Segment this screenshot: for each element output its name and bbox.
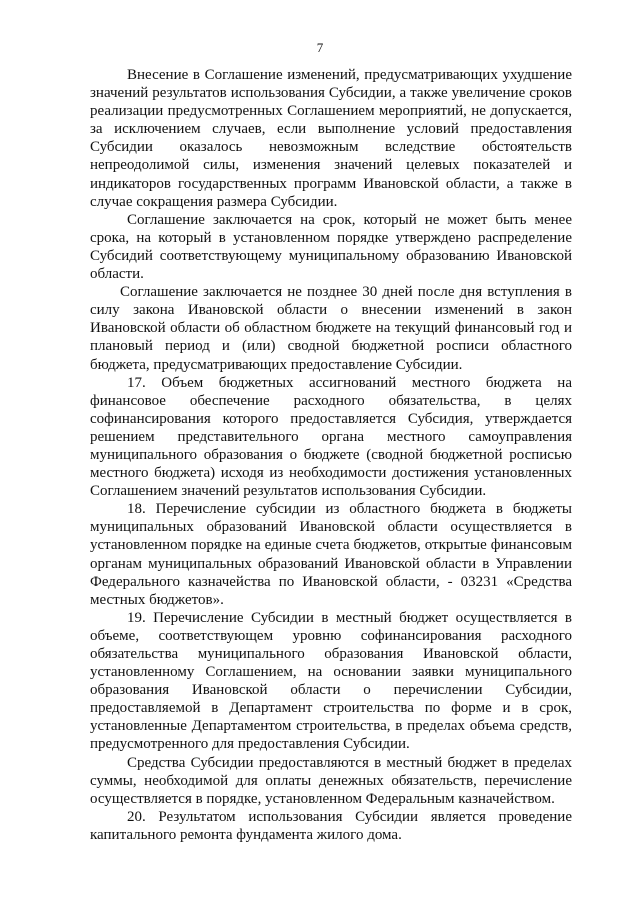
paragraph-agreement-term: Соглашение заключается на срок, который не может быть менее срока, на который в установленном порядке утверждено распределение Субсидий соответствующему муниципальному образованию Ивановской области.: [90, 211, 572, 283]
paragraph-agreement-deadline: Соглашение заключается не позднее 30 дней после дня вступления в силу закона Ивановской области о внесении изменений в закон Ивановской области об областном бюджете на текущий финансовый год и плановый период и (или) сводной бюджетной росписи областного бюджета, предусматривающих предоставление Субсидии.: [90, 284, 572, 373]
paragraph-item-17: 17. Объем бюджетных ассигнований местного бюджета на финансовое обеспечение расходного обязательства, в целях софинансирования которого предоставляется Субсидия, утверждается решением представительного органа местного самоуправления муниципального образования о бюджете (сводной бюджетной росписью местного бюджета) исходя из необходимости достижения установленных Соглашением значений результатов использования Субсидии.: [90, 374, 572, 500]
paragraph-item-20: 20. Результатом использования Субсидии является проведение капитального ремонта фундамента жилого дома.: [90, 808, 572, 843]
paragraph-subsidy-funds: Средства Субсидии предоставляются в местный бюджет в пределах суммы, необходимой для оплаты денежных обязательств, перечисление осуществляется в порядке, установленном Федеральным казначейством.: [90, 754, 572, 807]
document-body: [90, 66, 572, 844]
paragraph-item-19: 19. Перечисление Субсидии в местный бюджет осуществляется в объеме, соответствующем уровню софинансирования расходного обязательства муниципального образования Ивановской области, установленному Соглашением, на основании заявки муниципального образования Ивановской области о перечислении Субсидии, предоставляемой в Департамент строительства по форме и в срок, установленные Департаментом строительства, в пределах объема средств, предусмотренного для предоставления Субсидии.: [90, 609, 572, 753]
page-number: 7: [316, 40, 324, 55]
paragraph-item-18: 18. Перечисление субсидии из областного бюджета в бюджеты муниципальных образований Ивановской области осуществляется в установленном порядке на единые счета бюджетов, открытые финансовым органам муниципальных образований Ивановской области в Управлении Федерального казначейства по Ивановской области, - 03231 «Средства местных бюджетов».: [90, 501, 572, 608]
paragraph-amendment-conditions: Внесение в Соглашение изменений, предусматривающих ухудшение значений результатов использования Субсидии, а также увеличение сроков реализации предусмотренных Соглашением мероприятий, не допускается, за исключением случаев, если выполнение условий предоставления Субсидии оказалось невозможным вследствие обстоятельств непреодолимой силы, изменения значений целевых показателей и индикаторов государственных программ Ивановской области, а также в случае сокращения размера Субсидии.: [90, 67, 572, 210]
